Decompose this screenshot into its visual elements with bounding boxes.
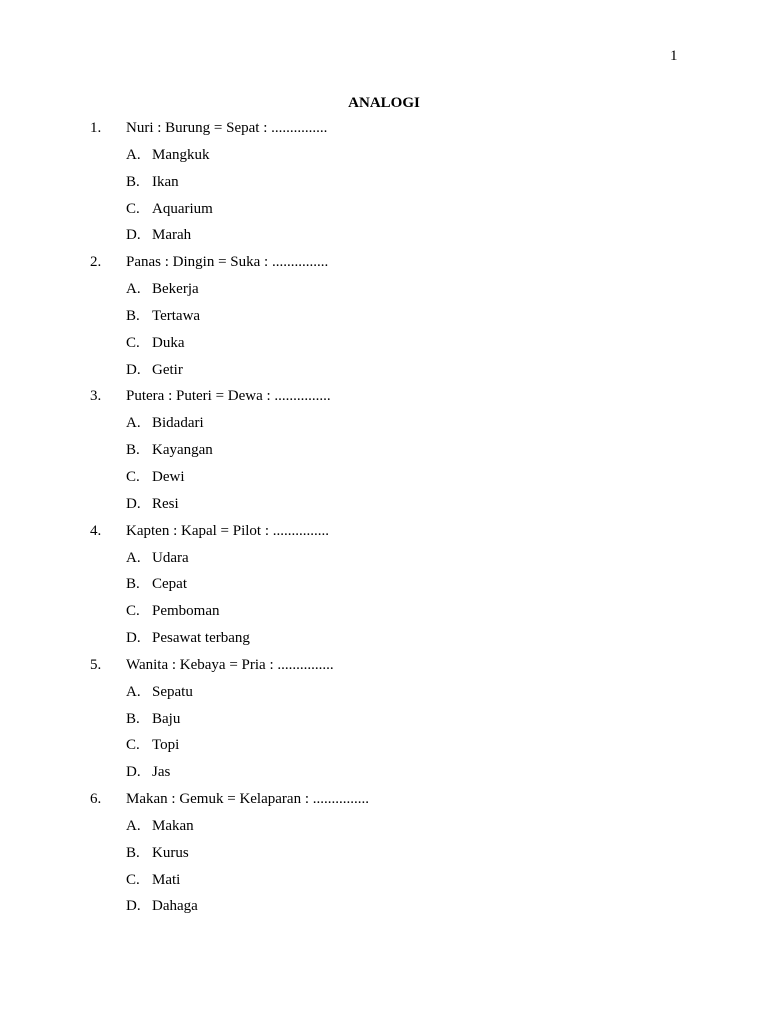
option-letter: D. (126, 361, 141, 378)
answer-option (90, 871, 708, 898)
question-number: 3. (90, 388, 102, 405)
option-text: Makan (152, 817, 194, 834)
answer-option (90, 897, 708, 924)
option-text: Topi (152, 737, 180, 754)
option-letter: A. (126, 281, 141, 298)
option-text: Mangkuk (152, 146, 210, 163)
option-letter: B. (126, 710, 140, 727)
answer-option (90, 468, 708, 495)
question-number: 2. (90, 254, 102, 271)
question-number: 5. (90, 656, 102, 673)
option-letter: B. (126, 844, 140, 861)
question-text: Makan : Gemuk = Kelaparan : ............... (126, 791, 369, 808)
option-text: Baju (152, 710, 181, 727)
option-text: Pesawat terbang (152, 630, 250, 647)
option-letter: A. (126, 549, 141, 566)
question-list (90, 119, 708, 924)
question-item (90, 253, 708, 280)
option-text: Cepat (152, 576, 187, 593)
answer-option (90, 817, 708, 844)
question-item (90, 790, 708, 817)
answer-option (90, 683, 708, 710)
option-letter: C. (126, 603, 140, 620)
option-letter: C. (126, 334, 140, 351)
answer-option (90, 441, 708, 468)
answer-option (90, 495, 708, 522)
option-text: Bidadari (152, 415, 204, 432)
question-text: Panas : Dingin = Suka : ............... (126, 254, 329, 271)
question-text: Nuri : Burung = Sepat : ............... (126, 120, 328, 136)
question-text: Kapten : Kapal = Pilot : ............... (126, 522, 330, 539)
answer-option (90, 736, 708, 763)
option-letter: D. (126, 764, 141, 781)
option-text: Tertawa (152, 307, 201, 324)
answer-option (90, 602, 708, 629)
answer-option (90, 146, 708, 173)
answer-option (90, 173, 708, 200)
answer-option (90, 361, 708, 388)
document-title: ANALOGI (348, 95, 420, 111)
answer-option (90, 710, 708, 737)
question-item (90, 119, 708, 146)
option-text: Kayangan (152, 442, 213, 459)
option-text: Getir (152, 361, 183, 378)
option-text: Resi (152, 495, 179, 512)
option-letter: C. (126, 200, 140, 217)
answer-option (90, 414, 708, 441)
answer-option (90, 307, 708, 334)
answer-option (90, 575, 708, 602)
option-letter: D. (126, 898, 141, 915)
question-text: Wanita : Kebaya = Pria : ............... (126, 656, 334, 673)
option-text: Dewi (152, 468, 185, 485)
option-text: Duka (152, 334, 185, 351)
option-text: Sepatu (152, 683, 193, 700)
answer-option (90, 844, 708, 871)
option-letter: C. (126, 737, 140, 754)
question-number: 1. (90, 120, 102, 136)
option-text: Jas (152, 764, 171, 781)
option-text: Pemboman (152, 603, 220, 620)
option-letter: B. (126, 576, 140, 593)
option-text: Bekerja (152, 281, 199, 298)
option-letter: A. (126, 683, 141, 700)
option-text: Ikan (152, 173, 179, 190)
option-text: Marah (152, 227, 192, 244)
answer-option (90, 226, 708, 253)
option-letter: B. (126, 442, 140, 459)
option-text: Dahaga (152, 898, 198, 915)
question-item (90, 522, 708, 549)
answer-option (90, 549, 708, 576)
answer-option (90, 334, 708, 361)
option-letter: A. (126, 415, 141, 432)
option-letter: D. (126, 630, 141, 647)
option-text: Aquarium (152, 200, 213, 217)
answer-option (90, 200, 708, 227)
option-letter: C. (126, 871, 140, 888)
answer-option (90, 280, 708, 307)
option-letter: A. (126, 817, 141, 834)
question-text: Putera : Puteri = Dewa : ............... (126, 388, 331, 405)
question-number: 6. (90, 791, 102, 808)
option-text: Udara (152, 549, 189, 566)
option-letter: B. (126, 173, 140, 190)
option-letter: C. (126, 468, 140, 485)
question-item (90, 387, 708, 414)
page-number: 1 (670, 48, 678, 64)
answer-option (90, 629, 708, 656)
question-number: 4. (90, 522, 102, 539)
question-item (90, 656, 708, 683)
answer-option (90, 763, 708, 790)
option-text: Kurus (152, 844, 189, 861)
option-text: Mati (152, 871, 181, 888)
option-letter: B. (126, 307, 140, 324)
option-letter: A. (126, 146, 141, 163)
option-letter: D. (126, 495, 141, 512)
option-letter: D. (126, 227, 141, 244)
